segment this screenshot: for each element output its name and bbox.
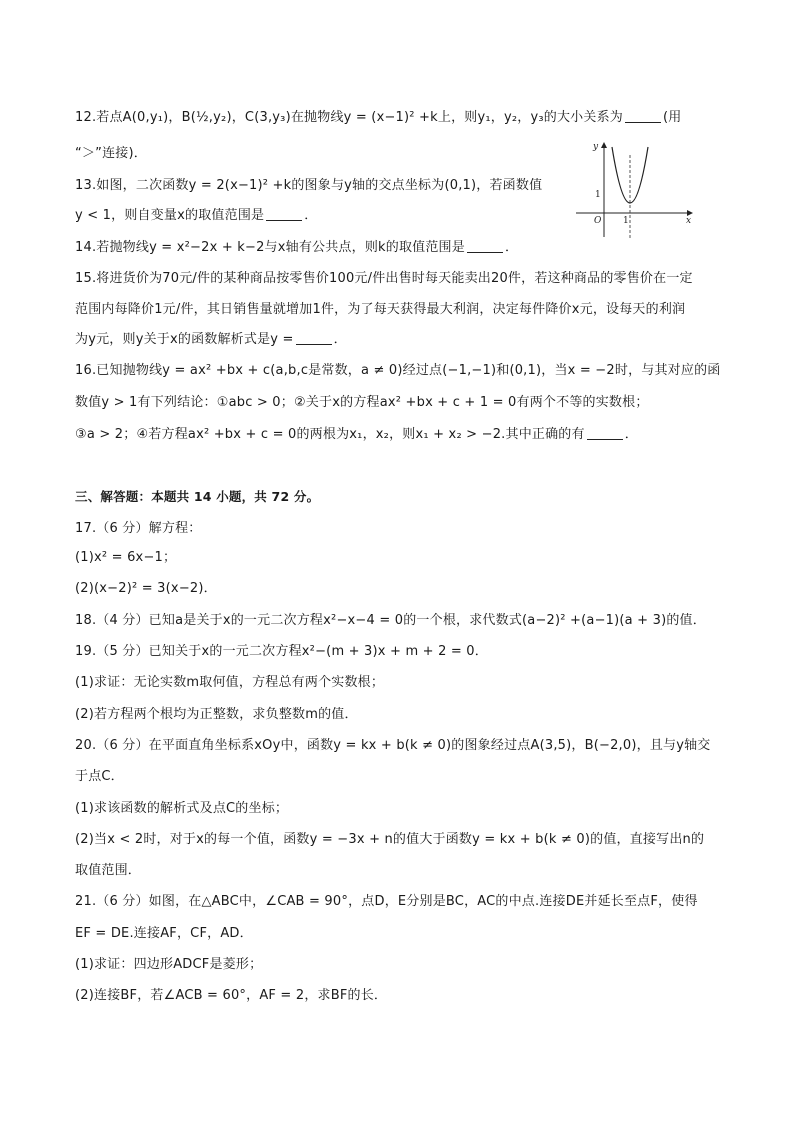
q14-text: 14.若抛物线y = x²−2x + k−2与x轴有公共点，则k的取值范围是	[75, 240, 465, 255]
q13-text: y < 1，则自变量x的取值范围是	[75, 208, 265, 223]
q15-line2: 范围内每降价1元/件，其日销售量就增加1件，为了每天获得最大利润，决定每件降价x元，设每天的利润	[75, 302, 686, 317]
q12-line1	[75, 109, 681, 127]
q12-tail: (用	[662, 110, 682, 125]
q15-line1: 15.将进货价为70元/件的某种商品按零售价100元/件出售时每天能卖出20件，若这种商品的零售价在一定	[75, 271, 693, 286]
q15-tail: ．	[333, 332, 347, 347]
q16-line1: 16.已知抛物线y = ax² +bx + c(a,b,c是常数，a ≠ 0)经过点(−1,−1)和(0,1)，当x = −2时，与其对应的函	[75, 363, 721, 378]
q16-line2: 数值y > 1有下列结论：①abc > 0；②关于x的方程ax² +bx + c + 1 = 0有两个不等的实数根；	[75, 395, 649, 410]
q16-tail: ．	[624, 427, 638, 442]
answer-blank[interactable]	[296, 332, 332, 345]
q16-line3	[75, 426, 638, 444]
q21-part1: (1)求证：四边形ADCF是菱形；	[75, 957, 263, 972]
q20-part1: (1)求该函数的解析式及点C的坐标；	[75, 801, 289, 816]
answer-blank[interactable]	[266, 208, 302, 221]
parabola-figure	[572, 137, 698, 241]
q20-line2: 于点C．	[75, 769, 124, 784]
x-tick-label: 1	[623, 216, 629, 226]
q13-line1: 13.如图，二次函数y = 2(x−1)² +k的图象与y轴的交点坐标为(0,1)，若函数值	[75, 178, 543, 193]
q19-part2: (2)若方程两个根均为正整数，求负整数m的值．	[75, 707, 358, 722]
y-intercept-label: 1	[595, 190, 601, 200]
q17-part1: (1)x² = 6x−1；	[75, 550, 177, 565]
q21-part2: (2)连接BF，若∠ACB = 60°，AF = 2，求BF的长．	[75, 988, 388, 1003]
q18-line: 18.（4 分）已知a是关于x的一元二次方程x²−x−4 = 0的一个根，求代数式(a−2)² +(a−1)(a + 3)的值．	[75, 613, 706, 628]
q14-tail: ．	[504, 240, 519, 255]
q19-part1: (1)求证：无论实数m取何值，方程总有两个实数根；	[75, 675, 385, 690]
origin-label: O	[594, 216, 602, 226]
x-axis-label: x	[686, 216, 692, 226]
q17-part2: (2)(x−2)² = 3(x−2)．	[75, 581, 217, 596]
q20-part2: (2)当x < 2时，对于x的每一个值，函数y = −3x + n的值大于函数y = kx + b(k ≠ 0)的值，直接写出n的	[75, 832, 705, 847]
q17-line: 17.（6 分）解方程：	[75, 521, 202, 536]
answer-blank[interactable]	[625, 110, 661, 123]
q21-line1: 21.（6 分）如图，在△ABC中，∠CAB = 90°，点D，E分别是BC，AC的中点.连接DE并延长至点F，使得	[75, 894, 698, 909]
q14-line	[75, 239, 518, 257]
q15-line3	[75, 331, 347, 349]
answer-blank[interactable]	[587, 427, 623, 440]
y-axis-label: y	[593, 142, 599, 152]
answer-blank[interactable]	[467, 240, 503, 253]
section-heading: 三、解答题：本题共 14 小题，共 72 分。	[75, 489, 320, 504]
q20-line1: 20.（6 分）在平面直角坐标系xOy中，函数y = kx + b(k ≠ 0)的图象经过点A(3,5)，B(−2,0)，且与y轴交	[75, 738, 711, 753]
q13-tail: ．	[304, 208, 318, 223]
q12-text: 12.若点A(0,y₁)，B(½,y₂)，C(3,y₃)在抛物线y = (x−1)² +k上，则y₁，y₂，y₃的大小关系为	[75, 110, 623, 125]
q19-line: 19.（5 分）已知关于x的一元二次方程x²−(m + 3)x + m + 2 = 0．	[75, 644, 488, 659]
q13-line2	[75, 207, 317, 225]
q15-text: 为y元，则y关于x的函数解析式是y =	[75, 332, 294, 347]
q16-text: ③a > 2；④若方程ax² +bx + c = 0的两根为x₁，x₂，则x₁ + x₂ > −2.其中正确的有	[75, 427, 585, 442]
q21-line2: EF = DE.连接AF，CF，AD．	[75, 926, 253, 941]
q20-part2-cont: 取值范围．	[75, 863, 142, 878]
q12-line2: “＞”连接)．	[75, 146, 147, 161]
